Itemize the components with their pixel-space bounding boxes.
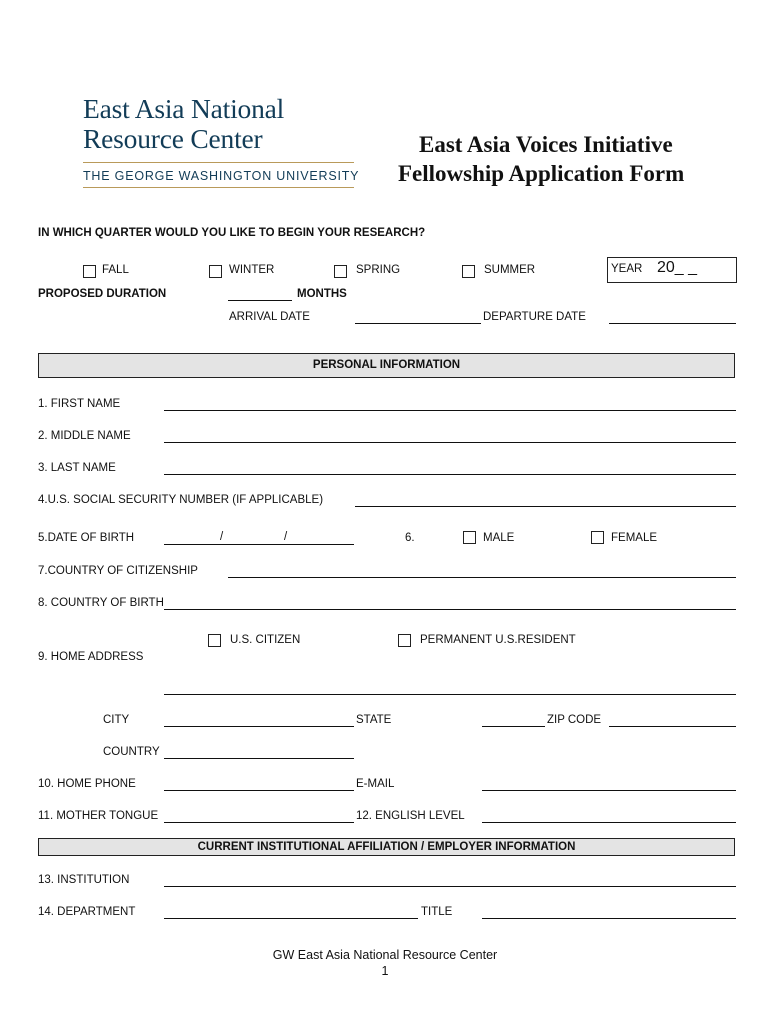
quarter-question: IN WHICH QUARTER WOULD YOU LIKE TO BEGIN YOUR RESEARCH? — [38, 227, 426, 239]
year-field[interactable] — [607, 257, 737, 283]
arrival-date-field[interactable] — [355, 323, 481, 324]
dob-separator-2: / — [284, 531, 288, 543]
english-level-field[interactable] — [482, 822, 736, 823]
home-address-field[interactable] — [164, 694, 736, 695]
department-field[interactable] — [164, 918, 418, 919]
months-label: MONTHS — [297, 288, 347, 300]
middle-name-field[interactable] — [164, 442, 736, 443]
last-name-label: 3. LAST NAME — [38, 462, 116, 474]
state-field[interactable] — [482, 726, 545, 727]
home-phone-field[interactable] — [164, 790, 354, 791]
logo-university: THE GEORGE WASHINGTON UNIVERSITY — [83, 169, 360, 183]
logo-line-2: Resource Center — [83, 123, 263, 154]
us-citizen-checkbox[interactable] — [208, 634, 221, 647]
institution-label: 13. INSTITUTION — [38, 874, 130, 886]
form-title-line-1: East Asia Voices Initiative — [419, 132, 673, 157]
summer-label: SUMMER — [484, 264, 536, 276]
dob-separator-1: / — [220, 531, 224, 543]
personal-info-header: PERSONAL INFORMATION — [38, 353, 735, 378]
department-label: 14. DEPARTMENT — [38, 906, 136, 918]
ssn-label: 4.U.S. SOCIAL SECURITY NUMBER (IF APPLICABLE) — [38, 494, 324, 506]
middle-name-label: 2. MIDDLE NAME — [38, 430, 131, 442]
birth-country-field[interactable] — [164, 609, 736, 610]
ssn-field[interactable] — [355, 506, 736, 507]
proposed-duration-label: PROPOSED DURATION — [38, 288, 167, 300]
home-address-label: 9. HOME ADDRESS — [38, 651, 144, 663]
spring-checkbox[interactable] — [334, 265, 347, 278]
spring-label: SPRING — [356, 264, 401, 276]
last-name-field[interactable] — [164, 474, 736, 475]
state-label: STATE — [356, 714, 392, 726]
permanent-resident-label: PERMANENT U.S.RESIDENT — [420, 634, 576, 646]
logo-rule — [83, 162, 354, 163]
mother-tongue-field[interactable] — [164, 822, 354, 823]
country-field[interactable] — [164, 758, 354, 759]
citizenship-field[interactable] — [228, 577, 736, 578]
female-label: FEMALE — [611, 532, 658, 544]
home-phone-label: 10. HOME PHONE — [38, 778, 136, 790]
male-checkbox[interactable] — [463, 531, 476, 544]
arrival-date-label: ARRIVAL DATE — [229, 311, 310, 323]
country-label: COUNTRY — [103, 746, 160, 758]
year-value: 20_ _ — [657, 259, 698, 276]
fall-label: FALL — [102, 264, 129, 276]
email-field[interactable] — [482, 790, 736, 791]
zip-code-label: ZIP CODE — [547, 714, 602, 726]
winter-label: WINTER — [229, 264, 275, 276]
fall-checkbox[interactable] — [83, 265, 96, 278]
year-label: YEAR — [611, 263, 643, 275]
dob-field[interactable] — [164, 544, 354, 545]
months-field[interactable] — [228, 300, 292, 301]
logo-line-1: East Asia National — [83, 93, 285, 124]
summer-checkbox[interactable] — [462, 265, 475, 278]
citizenship-label: 7.COUNTRY OF CITIZENSHIP — [38, 565, 198, 577]
institution-field[interactable] — [164, 886, 736, 887]
zip-code-field[interactable] — [609, 726, 736, 727]
first-name-field[interactable] — [164, 410, 736, 411]
gender-number: 6. — [405, 532, 415, 544]
departure-date-label: DEPARTURE DATE — [483, 311, 586, 323]
mother-tongue-label: 11. MOTHER TONGUE — [38, 810, 159, 822]
female-checkbox[interactable] — [591, 531, 604, 544]
page-number: 1 — [381, 964, 389, 978]
english-level-label: 12. ENGLISH LEVEL — [356, 810, 465, 822]
email-label: E-MAIL — [356, 778, 395, 790]
form-title-line-2: Fellowship Application Form — [398, 161, 685, 186]
us-citizen-label: U.S. CITIZEN — [230, 634, 301, 646]
title-label: TITLE — [421, 906, 453, 918]
city-field[interactable] — [164, 726, 354, 727]
city-label: CITY — [103, 714, 130, 726]
dob-label: 5.DATE OF BIRTH — [38, 532, 135, 544]
footer-org: GW East Asia National Resource Center — [272, 948, 498, 962]
first-name-label: 1. FIRST NAME — [38, 398, 121, 410]
departure-date-field[interactable] — [609, 323, 736, 324]
winter-checkbox[interactable] — [209, 265, 222, 278]
title-field[interactable] — [482, 918, 736, 919]
affiliation-header: CURRENT INSTITUTIONAL AFFILIATION / EMPLOYER INFORMATION — [38, 838, 735, 856]
permanent-resident-checkbox[interactable] — [398, 634, 411, 647]
logo-rule-bottom — [83, 187, 354, 188]
birth-country-label: 8. COUNTRY OF BIRTH — [38, 597, 164, 609]
male-label: MALE — [483, 532, 515, 544]
